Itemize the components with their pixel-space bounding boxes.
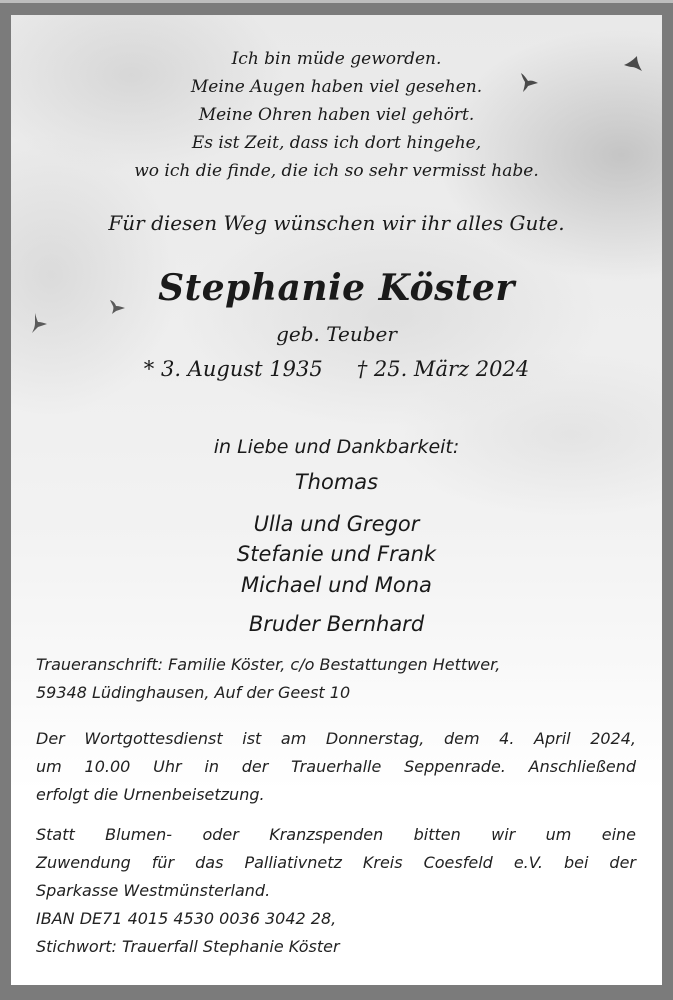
- mourner-name: Bruder Bernhard: [248, 612, 425, 636]
- verse-line: Meine Augen haben viel gesehen.: [190, 77, 483, 97]
- mourning-address: [36, 651, 636, 707]
- service-info: [36, 725, 636, 809]
- maiden-name: geb. Teuber: [276, 322, 397, 346]
- deceased-name: Stephanie Köster: [158, 267, 515, 309]
- mourner-name: Thomas: [294, 470, 379, 494]
- verse-line: Es ist Zeit, dass ich dort hingehe,: [191, 133, 482, 153]
- address-line: Traueranschrift: Familie Köster, c/o Bestattungen Hettwer,: [36, 655, 501, 674]
- life-dates: [11, 355, 662, 383]
- verse-line: Ich bin müde geworden.: [231, 49, 442, 69]
- donation-line: Statt Blumen- oder Kranzspenden bitten wir um eine: [36, 825, 636, 844]
- mourners-intro: in Liebe und Dankbarkeit:: [213, 436, 460, 458]
- frame-top-edge: [0, 0, 673, 3]
- poem-verse: [11, 45, 662, 185]
- service-line: Der Wortgottesdienst ist am Donnerstag, dem 4. April 2024,: [36, 729, 636, 748]
- donation-info: [36, 821, 636, 961]
- obituary-card: [11, 15, 662, 985]
- mourner-name: Stefanie und Frank: [236, 542, 437, 566]
- farewell-wish: Für diesen Weg wünschen wir ihr alles Gute.: [108, 211, 565, 235]
- verse-line: Meine Ohren haben viel gehört.: [198, 105, 475, 125]
- keyword-line: Stichwort: Trauerfall Stephanie Köster: [36, 937, 340, 956]
- service-line: erfolgt die Urnenbeisetzung.: [36, 785, 265, 804]
- service-line: um 10.00 Uhr in der Trauerhalle Seppenrade. Anschließend: [36, 757, 636, 776]
- mourner-name: Michael und Mona: [241, 573, 432, 597]
- donation-line: Sparkasse Westmünsterland.: [36, 881, 271, 900]
- iban-line: IBAN DE71 4015 4530 0036 3042 28,: [36, 909, 337, 928]
- birth-date: * 3. August 1935: [143, 357, 323, 381]
- donation-line: Zuwendung für das Palliativnetz Kreis Coesfeld e.V. bei der: [36, 853, 636, 872]
- death-date: † 25. März 2024: [356, 357, 530, 381]
- address-line: 59348 Lüdinghausen, Auf der Geest 10: [36, 683, 351, 702]
- mourner-name: Ulla und Gregor: [253, 512, 420, 536]
- verse-line: wo ich die finde, die ich so sehr vermisst habe.: [134, 161, 539, 181]
